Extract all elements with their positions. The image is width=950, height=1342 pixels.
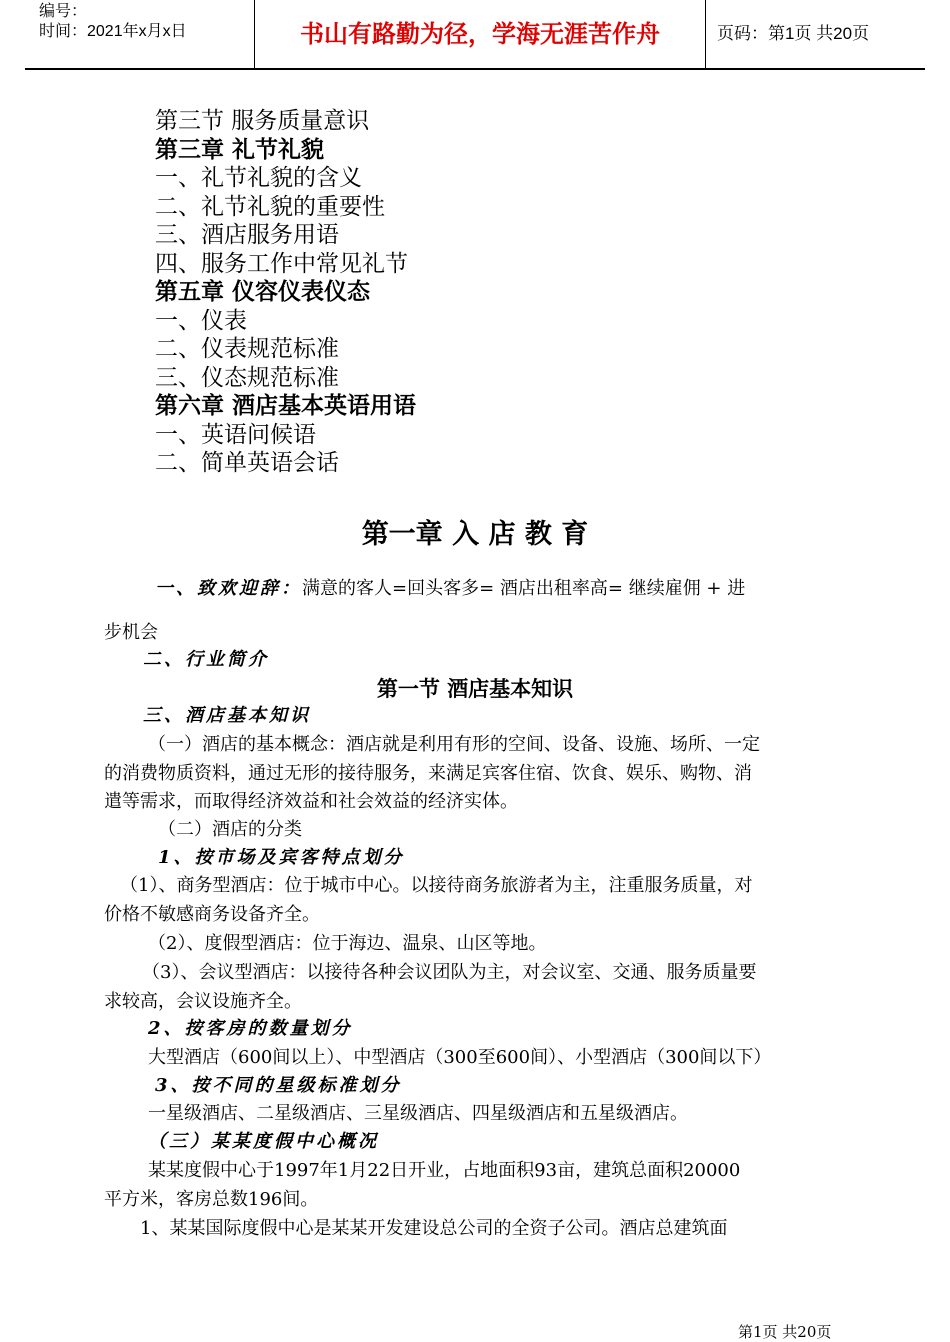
toc-item: 一、英语问候语 (155, 422, 316, 448)
by-star-heading: 3、按不同的星级标准划分 (155, 1075, 402, 1096)
resort-type-line: （2）、度假型酒店：位于海边、温泉、山区等地。 (148, 933, 547, 954)
business-line: 价格不敏感商务设备齐全。 (104, 904, 320, 925)
welcome-label: 一、致欢迎辞： (155, 578, 302, 599)
toc-item: 一、礼节礼貌的含义 (155, 165, 362, 191)
header-meta (25, 0, 255, 68)
resort-intro-line: 平方米，客房总数196间。 (104, 1189, 319, 1210)
concept-line: 的消费物质资料，通过无形的接待服务，来满足宾客住宿、饮食、娱乐、购物、消 (104, 763, 752, 784)
concept-line: 遣等需求，而取得经济效益和社会效益的经济实体。 (104, 791, 518, 812)
doc-time-label: 时间：2021年x月x日 (39, 23, 187, 40)
doc-number-label: 编号： (39, 3, 88, 20)
chapter-title: 第一章 入 店 教 育 (361, 519, 589, 550)
resort-overview-heading: （三）某某度假中心概况 (148, 1131, 379, 1152)
by-rooms-text: 大型酒店（600间以上）、中型酒店（300至600间）、小型酒店（300间以下） (148, 1047, 772, 1068)
welcome-line (155, 574, 745, 600)
toc-chapter: 第五章 仪容仪表仪态 (155, 279, 371, 305)
toc-item: 第三节 服务质量意识 (155, 108, 370, 134)
toc-chapter: 第三章 礼节礼貌 (155, 137, 325, 163)
toc-item: 一、仪表 (155, 308, 247, 334)
header-page-label: 页码：第1页 共20页 (717, 24, 870, 43)
toc-item: 三、仪态规范标准 (155, 365, 339, 391)
resort-intro-line: 某某度假中心于1997年1月22日开业，占地面积93亩，建筑总面积20000 (148, 1160, 741, 1181)
toc-item: 二、礼节礼貌的重要性 (155, 194, 385, 220)
by-rooms-heading: 2、按客房的数量划分 (148, 1018, 353, 1039)
header-motto: 书山有路勤为径，学海无涯苦作舟 (255, 0, 706, 68)
page-header (25, 0, 925, 70)
toc-item: 二、仪表规范标准 (155, 336, 339, 362)
toc-chapter: 第六章 酒店基本英语用语 (155, 393, 417, 419)
by-market-heading: 1、按市场及宾客特点划分 (158, 847, 405, 868)
toc-item: 四、服务工作中常见礼节 (155, 251, 408, 277)
conference-line: （3）、会议型酒店：以接待各种会议团队为主，对会议室、交通、服务质量要 (142, 962, 757, 983)
basic-heading: 三、酒店基本知识 (143, 705, 311, 726)
welcome-text-cont: 步机会 (104, 622, 158, 643)
industry-heading: 二、行业简介 (143, 649, 269, 670)
conference-line: 求较高，会议设施齐全。 (104, 991, 302, 1012)
business-line: （1）、商务型酒店：位于城市中心。以接待商务旅游者为主，注重服务质量，对 (120, 875, 753, 896)
page-footer: 第1页 共20页 (738, 1323, 832, 1341)
by-star-text: 一星级酒店、二星级酒店、三星级酒店、四星级酒店和五星级酒店。 (148, 1103, 688, 1124)
resort-item-line: 1、某某国际度假中心是某某开发建设总公司的全资子公司。酒店总建筑面 (140, 1218, 728, 1239)
section-title: 第一节 酒店基本知识 (376, 677, 574, 701)
toc-item: 三、酒店服务用语 (155, 222, 339, 248)
classification-heading: （二）酒店的分类 (158, 819, 302, 840)
concept-line: （一）酒店的基本概念：酒店就是利用有形的空间、设备、设施、场所、一定 (148, 734, 760, 755)
toc-item: 二、简单英语会话 (155, 450, 339, 476)
welcome-text: 满意的客人=回头客多= 酒店出租率高= 继续雇佣 + 进 (302, 578, 746, 599)
